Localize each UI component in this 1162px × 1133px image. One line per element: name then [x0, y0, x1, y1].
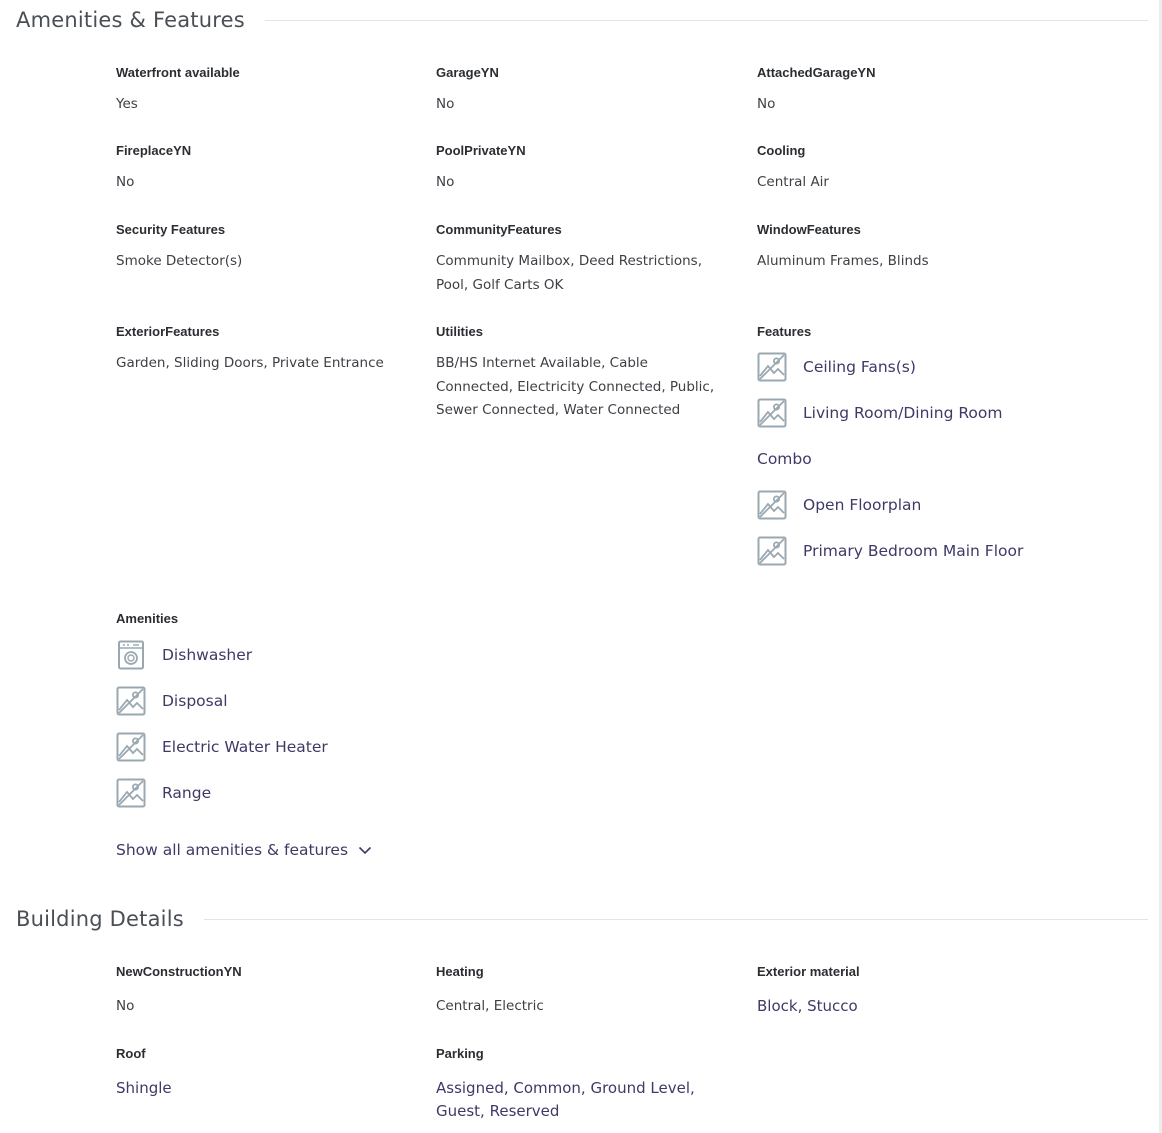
field-community-features	[436, 221, 746, 297]
image-placeholder-icon	[116, 732, 146, 762]
list-item	[116, 770, 436, 816]
amenities-list	[116, 632, 436, 816]
field-value	[436, 1077, 746, 1123]
field-utilities	[436, 323, 746, 423]
field-label: GarageYN	[436, 65, 499, 80]
field-label: Waterfront available	[116, 65, 240, 80]
field-value: Aluminum Frames, Blinds	[757, 253, 929, 269]
image-placeholder-icon	[757, 490, 787, 520]
field-label: NewConstructionYN	[116, 964, 242, 979]
list-item	[116, 724, 436, 770]
list-item	[116, 678, 436, 724]
field-exterior-features	[116, 323, 426, 376]
field-value: Smoke Detector(s)	[116, 253, 243, 269]
field-garage	[436, 64, 736, 117]
field-value-line: Pool, Golf Carts OK	[436, 276, 564, 293]
section-divider	[204, 919, 1148, 920]
feature-label: Living Room/Dining Room	[803, 404, 1003, 422]
field-window-features	[757, 221, 1057, 274]
building-section-title: Building Details	[16, 907, 184, 931]
field-cooling	[757, 142, 1057, 195]
field-heating	[436, 963, 736, 1019]
image-placeholder-icon	[116, 686, 146, 716]
field-value-line: Guest, Reserved	[436, 1102, 560, 1120]
field-pool-private	[436, 142, 736, 195]
field-label: Security Features	[116, 222, 226, 237]
field-label: Parking	[436, 1046, 484, 1061]
list-item	[757, 390, 1087, 436]
amenity-label: Range	[162, 784, 212, 802]
image-placeholder-icon	[757, 352, 787, 382]
field-label: PoolPrivateYN	[436, 143, 526, 158]
field-value: No	[116, 998, 135, 1014]
image-placeholder-icon	[757, 536, 787, 566]
list-item	[757, 482, 1087, 528]
field-label: ExteriorFeatures	[116, 324, 220, 339]
field-label: Roof	[116, 1046, 146, 1061]
field-label: WindowFeatures	[757, 222, 861, 237]
amenities-section-title: Amenities & Features	[16, 8, 245, 32]
field-value-line: Assigned, Common, Ground Level,	[436, 1079, 695, 1097]
field-value: Block, Stucco	[757, 997, 858, 1015]
list-item	[116, 632, 436, 678]
field-label: Cooling	[757, 143, 806, 158]
amenities-section-header	[16, 5, 1148, 35]
field-label: FireplaceYN	[116, 143, 192, 158]
chevron-down-icon	[358, 843, 372, 857]
feature-label: Open Floorplan	[803, 496, 922, 514]
field-parking	[436, 1045, 746, 1123]
field-value: No	[436, 96, 455, 112]
field-attached-garage	[757, 64, 1057, 117]
features-list	[757, 344, 1087, 574]
image-placeholder-icon	[757, 398, 787, 428]
field-features	[757, 323, 1087, 574]
dishwasher-icon	[116, 640, 146, 670]
field-value-line: Community Mailbox, Deed Restrictions,	[436, 253, 703, 269]
section-divider	[265, 20, 1148, 21]
feature-label: Primary Bedroom Main Floor	[803, 542, 1024, 560]
field-value: No	[116, 174, 135, 190]
field-value: No	[436, 174, 455, 190]
field-value: Yes	[116, 96, 138, 112]
field-value	[436, 352, 746, 423]
field-value-line: Connected, Electricity Connected, Public,	[436, 378, 715, 395]
field-roof	[116, 1045, 416, 1100]
field-value: Central Air	[757, 174, 829, 190]
field-label: CommunityFeatures	[436, 222, 562, 237]
list-item	[757, 528, 1087, 574]
feature-label-wrap: Combo	[757, 450, 812, 468]
field-label: AttachedGarageYN	[757, 65, 876, 80]
show-all-label: Show all amenities & features	[116, 841, 349, 859]
field-value: No	[757, 96, 776, 112]
show-all-amenities-link[interactable]	[116, 841, 372, 859]
field-new-construction	[116, 963, 416, 1019]
field-value	[436, 250, 746, 297]
image-placeholder-icon	[116, 778, 146, 808]
amenity-label: Electric Water Heater	[162, 738, 328, 756]
building-section-header	[16, 904, 1148, 934]
field-label: Heating	[436, 964, 484, 979]
field-label: Features	[757, 324, 812, 339]
field-fireplace	[116, 142, 416, 195]
field-label: Utilities	[436, 324, 483, 339]
field-value-line: Sewer Connected, Water Connected	[436, 402, 681, 418]
field-value-line: BB/HS Internet Available, Cable	[436, 355, 648, 371]
field-security-features	[116, 221, 416, 274]
list-item	[757, 344, 1087, 390]
field-waterfront	[116, 64, 416, 117]
field-exterior-material	[757, 963, 1057, 1018]
amenity-label: Dishwasher	[162, 646, 253, 664]
feature-label: Ceiling Fans(s)	[803, 358, 916, 376]
field-value: Garden, Sliding Doors, Private Entrance	[116, 355, 384, 371]
amenity-label: Disposal	[162, 692, 228, 710]
field-value: Central, Electric	[436, 998, 544, 1014]
field-value: Shingle	[116, 1079, 172, 1097]
field-label: Exterior material	[757, 964, 860, 979]
field-amenities	[116, 610, 436, 816]
field-label: Amenities	[116, 611, 179, 626]
